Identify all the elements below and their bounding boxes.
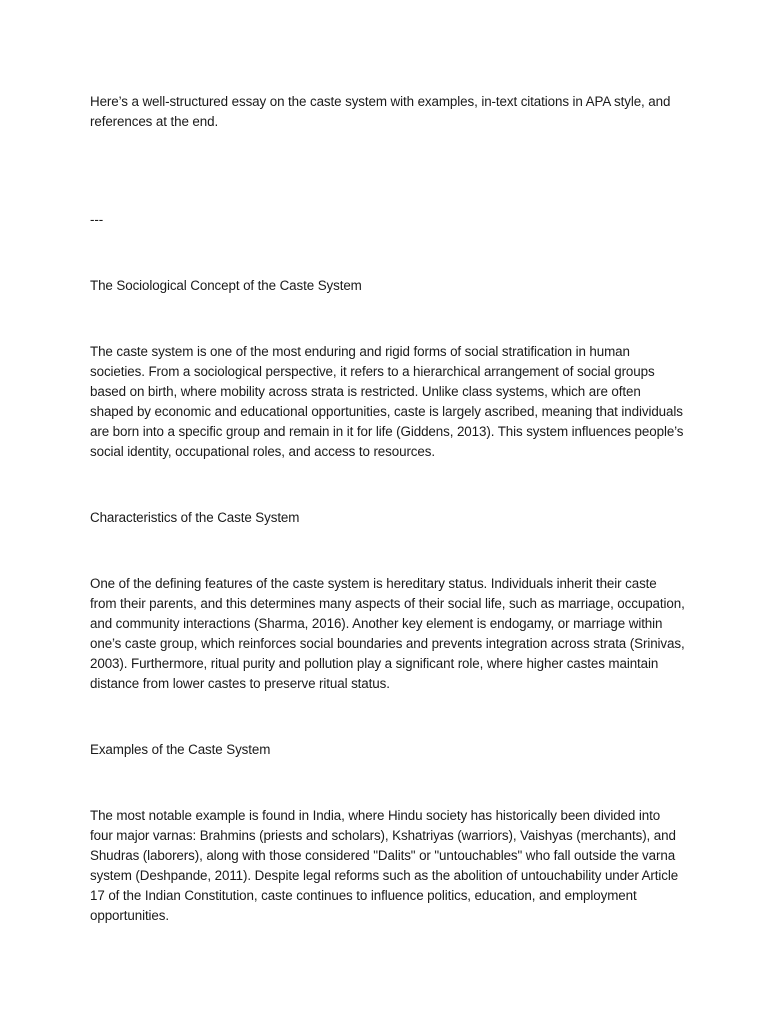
section-heading-concept: The Sociological Concept of the Caste System	[90, 278, 362, 293]
section-body-characteristics: One of the defining features of the caste system is hereditary status. Individuals inherit their caste from their parents, and this determines many aspects of their social life, such as marriage, occupation, and community interactions (Sharma, 2016). Another key element is endogamy, or marriage within one’s caste group, which reinforces social boundaries and prevents integration across strata (Srinivas, 2003). Furthermore, ritual purity and pollution play a significant role, where higher castes maintain distance from lower castes to preserve ritual status.	[90, 576, 685, 691]
section-body-examples: The most notable example is found in India, where Hindu society has historically been divided into four major varnas: Brahmins (priests and scholars), Kshatriyas (warriors), Vaishyas (merchants), and Shudras (laborers), along with those considered "Dalits" or "untouchables" who fall outside the varna system (Deshpande, 2011). Despite legal reforms such as the abolition of untouchability under Article 17 of the Indian Constitution, caste continues to influence politics, education, and employment opportunities.	[90, 808, 679, 923]
separator: ---	[90, 212, 104, 227]
section-heading-characteristics: Characteristics of the Caste System	[90, 510, 300, 525]
intro-paragraph: Here’s a well-structured essay on the caste system with examples, in-text citations in APA style, and references at the end.	[90, 94, 671, 129]
section-body-concept: The caste system is one of the most enduring and rigid forms of social stratification in human societies. From a sociological perspective, it refers to a hierarchical arrangement of social groups based on birth, where mobility across strata is restricted. Unlike class systems, which are often shaped by economic and educational opportunities, caste is largely ascribed, meaning that individuals are born into a specific group and remain in it for life (Giddens, 2013). This system influences people’s social identity, occupational roles, and access to resources.	[90, 344, 684, 459]
section-heading-examples: Examples of the Caste System	[90, 742, 271, 757]
